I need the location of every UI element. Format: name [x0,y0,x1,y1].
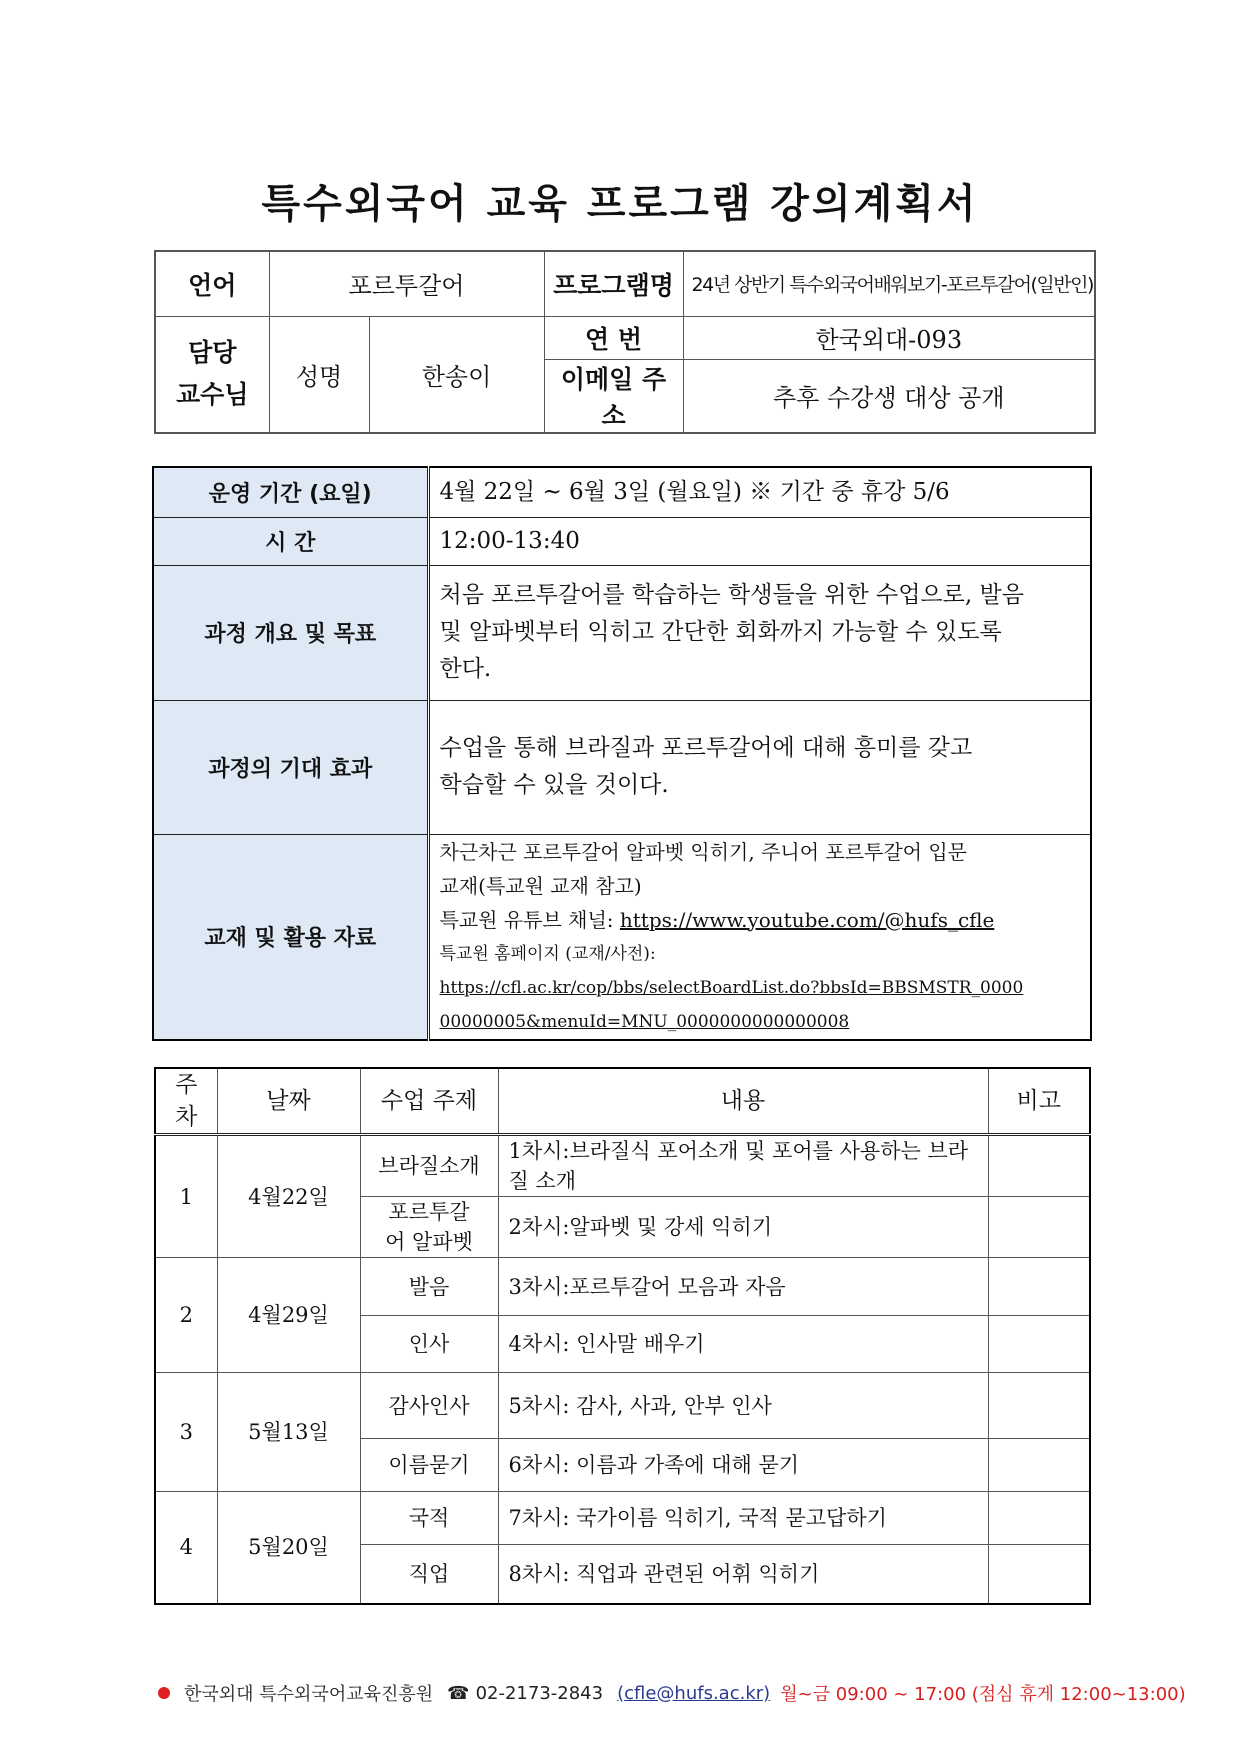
youtube-line [440,903,1081,937]
session-note [988,1316,1090,1373]
session-topic: 발음 [360,1258,498,1316]
homepage-link-line2[interactable]: 00000005&menuId=MNU_0000000000000008 [439,1011,850,1032]
time-value: 12:00-13:40 [428,517,1091,565]
date-header: 날짜 [217,1068,360,1135]
week-header [155,1068,217,1135]
info-table [154,250,1096,434]
session-topic: 브라질소개 [360,1135,498,1197]
week-number: 3 [155,1373,217,1492]
materials-value [428,834,1091,1040]
session-content: 2차시:알파벳 및 강세 익히기 [498,1197,988,1258]
session-topic: 국적 [360,1492,498,1545]
footer-email[interactable]: (cfle@hufs.ac.kr) [617,1682,771,1704]
session-content: 5차시: 감사, 사과, 안부 인사 [498,1373,988,1439]
session-content: 3차시:포르투갈어 모음과 자음 [498,1258,988,1316]
session-note [988,1439,1090,1492]
week-header-text: 주 [175,1072,198,1098]
effect-line: 수업을 통해 브라질과 포르투갈어에 대해 흥미를 갖고 [439,735,973,761]
homepage-link[interactable] [440,971,1081,1039]
session-content: 1차시:브라질식 포어소개 및 포어를 사용하는 브라질 소개 [498,1135,988,1197]
session-content: 6차시: 이름과 가족에 대해 묻기 [498,1439,988,1492]
footer [158,1680,1186,1706]
period-label: 운영 기간 (요일) [153,467,428,517]
session-topic: 직업 [360,1545,498,1604]
name-value: 한송이 [369,316,544,433]
schedule-table [154,1067,1091,1605]
email-label: 이메일 주소 [544,359,683,433]
serial-label: 연 번 [544,316,683,359]
youtube-link[interactable]: https://www.youtube.com/@hufs_cfle [619,907,995,932]
materials-label: 교재 및 활용 자료 [153,834,428,1040]
note-header: 비고 [988,1068,1090,1135]
session-topic: 감사인사 [360,1373,498,1439]
session-note [988,1492,1090,1545]
professor-label-line1: 담당 [188,338,237,367]
goal-value [428,565,1091,700]
week-header-text: 차 [175,1104,198,1130]
period-value: 4월 22일 ~ 6월 3일 (월요일) ※ 기간 중 휴강 5/6 [428,467,1091,517]
goal-line: 및 알파벳부터 익히고 간단한 회화까지 가능할 수 있도록 [439,619,1002,645]
footer-hours: 월~금 09:00 ~ 17:00 (점심 휴게 12:00~13:00) [780,1684,1186,1705]
week-date: 5월13일 [217,1373,360,1492]
youtube-prefix: 특교원 유튜브 채널: [439,907,620,932]
topic-header: 수업 주제 [360,1068,498,1135]
table-row [155,1373,1090,1439]
table-row [155,1258,1090,1316]
week-number: 1 [155,1135,217,1258]
content-header: 내용 [498,1068,988,1135]
week-number: 2 [155,1258,217,1373]
professor-label-line2: 교수님 [176,380,249,409]
session-content: 4차시: 인사말 배우기 [498,1316,988,1373]
session-topic: 이름묻기 [360,1439,498,1492]
week-number: 4 [155,1492,217,1604]
goal-line: 한다. [439,656,492,682]
session-note [988,1373,1090,1439]
bullet-dot-icon [158,1687,170,1699]
table-row [155,1135,1090,1197]
footer-phone: 02-2173-2843 [475,1682,604,1704]
homepage-link-line1[interactable]: https://cfl.ac.kr/cop/bbs/selectBoardList.do?bbsId=BBSMSTR_0000 [439,977,1024,998]
session-topic: 포르투갈어 알파벳 [360,1197,498,1258]
time-label: 시 간 [153,517,428,565]
session-topic: 인사 [360,1316,498,1373]
session-content: 8차시: 직업과 관련된 어휘 익히기 [498,1545,988,1604]
table-row [155,1492,1090,1545]
language-value: 포르투갈어 [269,251,544,316]
week-date: 5월20일 [217,1492,360,1604]
program-value: 24년 상반기 특수외국어배워보기-포르투갈어(일반인) [683,251,1095,316]
week-date: 4월22일 [217,1135,360,1258]
page-title: 특수외국어 교육 프로그램 강의계획서 [261,181,979,227]
name-label: 성명 [269,316,369,433]
footer-org: 한국외대 특수외국어교육진흥원 [184,1684,434,1705]
materials-line: 교재(특교원 교재 참고) [439,873,642,898]
phone-icon: ☎ [447,1682,470,1704]
effect-label: 과정의 기대 효과 [153,700,428,834]
email-value: 추후 수강생 대상 공개 [683,359,1095,433]
session-content: 7차시: 국가이름 익히기, 국적 묻고답하기 [498,1492,988,1545]
session-note [988,1135,1090,1197]
effect-value [428,700,1091,834]
goal-label: 과정 개요 및 목표 [153,565,428,700]
serial-value: 한국외대-093 [683,316,1095,359]
week-date: 4월29일 [217,1258,360,1373]
session-note [988,1197,1090,1258]
overview-table [152,466,1092,1041]
professor-label [155,316,269,433]
homepage-label: 특교원 홈페이지 (교재/사전): [439,943,656,964]
effect-line: 학습할 수 있을 것이다. [439,772,669,798]
goal-line: 처음 포르투갈어를 학습하는 학생들을 위한 수업으로, 발음 [439,582,1024,608]
language-label: 언어 [155,251,269,316]
session-note [988,1545,1090,1604]
session-note [988,1258,1090,1316]
program-label: 프로그램명 [544,251,683,316]
materials-line: 차근차근 포르투갈어 알파벳 익히기, 주니어 포르투갈어 입문 [439,839,968,864]
